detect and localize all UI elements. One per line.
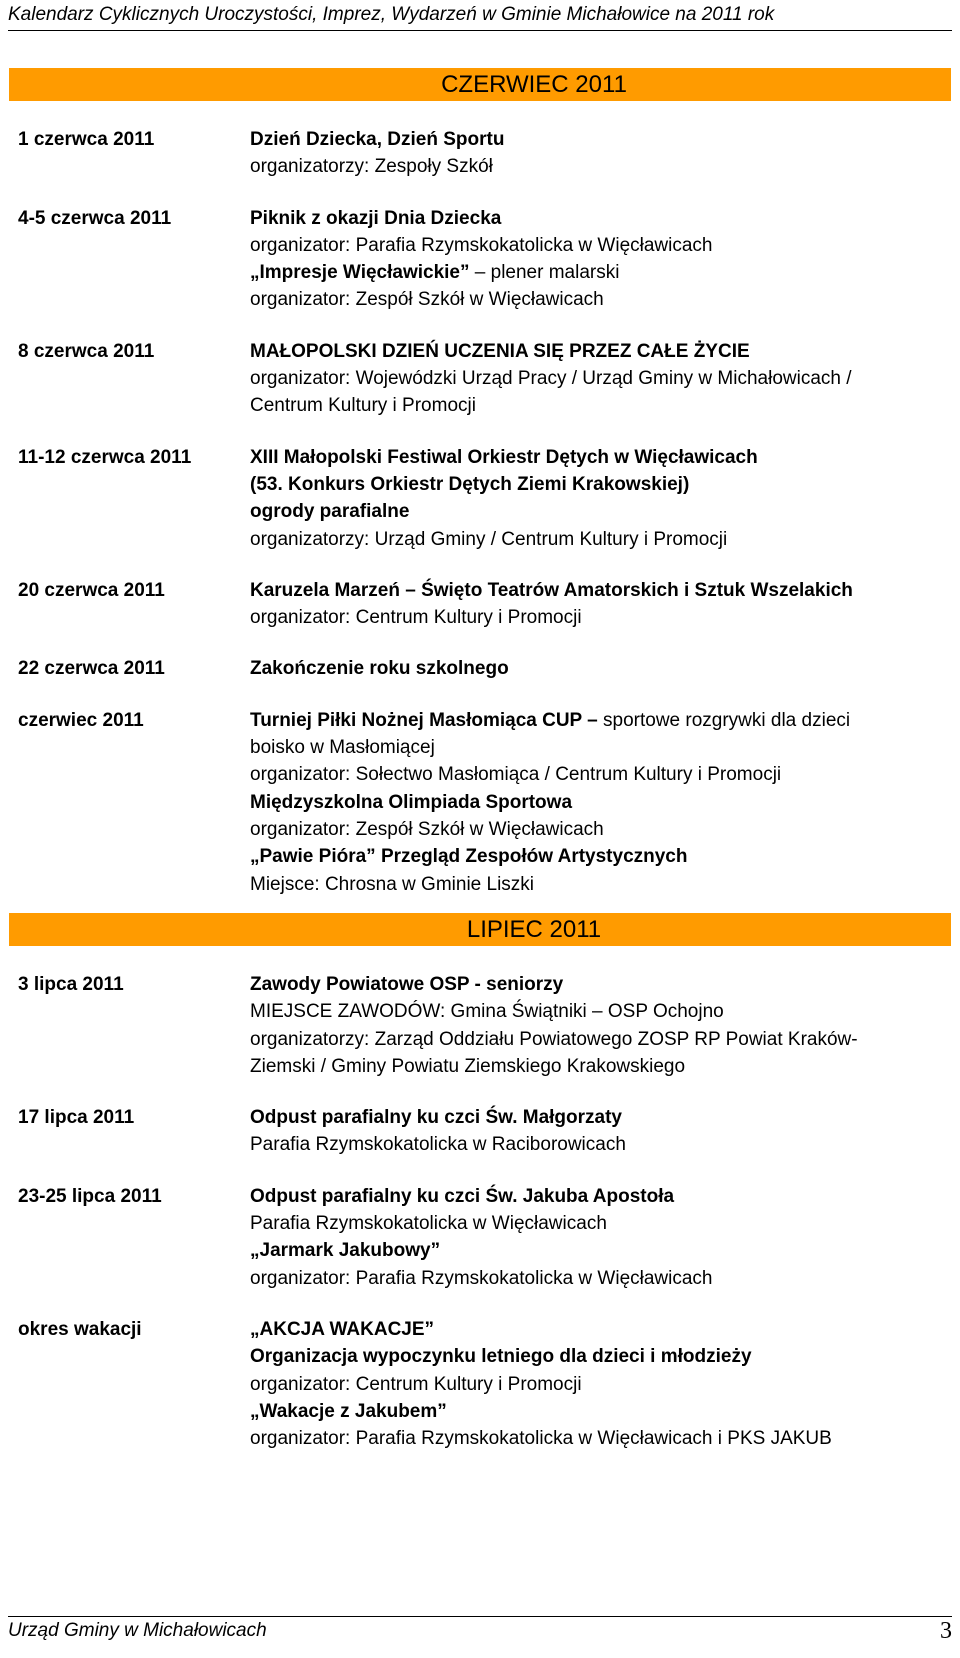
event-title-text: Zakończenie roku szkolnego — [250, 658, 509, 680]
event-details — [250, 655, 948, 682]
event-detail-line — [250, 843, 948, 870]
event-detail-line — [250, 789, 948, 816]
event-details — [250, 338, 948, 420]
event-details — [250, 707, 948, 898]
event-info-text: – plener malarski — [474, 262, 620, 284]
event-item — [18, 338, 948, 420]
event-list-july — [18, 971, 948, 1452]
event-detail-line — [250, 471, 948, 498]
event-detail-line — [250, 286, 948, 313]
event-title-text: Dzień Dziecka, Dzień Sportu — [250, 129, 505, 150]
event-info-text: MIEJSCE ZAWODÓW: Gmina Świątniki – OSP Ochojno — [250, 1001, 724, 1023]
event-detail-line — [250, 126, 948, 153]
event-detail-line — [250, 1371, 948, 1398]
event-detail-line — [250, 1183, 948, 1210]
event-item — [18, 444, 948, 553]
event-info-text: boisko w Masłomiącej — [250, 737, 435, 759]
event-detail-line — [250, 707, 948, 734]
event-info-text: organizator: Sołectwo Masłomiąca / Centrum Kultury i Promocji — [250, 764, 782, 786]
event-details — [250, 1316, 948, 1452]
event-title-text: MAŁOPOLSKI DZIEŃ UCZENIA SIĘ PRZEZ CAŁE ŻYCIE — [250, 340, 750, 362]
event-details — [250, 1183, 948, 1292]
event-item — [18, 577, 948, 632]
month-heading-june — [9, 68, 951, 101]
event-detail-line — [250, 1265, 948, 1292]
event-date: 3 lipca 2011 — [18, 974, 124, 995]
event-date: 11-12 czerwca 2011 — [18, 446, 192, 468]
event-info-text: Ziemski / Gminy Powiatu Ziemskiego Krakowskiego — [250, 1055, 686, 1077]
event-title-text: „Pawie Pióra” Przegląd Zespołów Artystycznych — [250, 846, 688, 868]
header-divider — [8, 30, 952, 31]
event-info-text: Miejsce: Chrosna w Gminie Liszki — [250, 873, 535, 895]
event-info-text: organizator: Zespół Szkół w Więcławicach — [250, 818, 604, 840]
event-detail-line — [250, 871, 948, 898]
event-detail-line — [250, 655, 948, 682]
event-item — [18, 1316, 948, 1452]
event-detail-line — [250, 338, 948, 365]
event-info-text: organizator: Parafia Rzymskokatolicka w Więcławicach i PKS JAKUB — [250, 1428, 832, 1450]
event-title-text: „AKCJA WAKACJE” — [250, 1318, 435, 1340]
event-info-text: organizator: Parafia Rzymskokatolicka w Więcławicach — [250, 1267, 713, 1289]
event-details — [250, 577, 948, 632]
footer-text: Urząd Gminy w Michałowicach — [8, 1620, 267, 1641]
event-title-text: Turniej Piłki Nożnej Masłomiąca CUP – — [250, 709, 604, 731]
event-info-text: sportowe rozgrywki dla dzieci — [603, 709, 851, 731]
event-info-text: organizator: Centrum Kultury i Promocji — [250, 1373, 582, 1395]
event-title-text: Karuzela Marzeń – Święto Teatrów Amatorskich i Sztuk Wszelakich — [250, 579, 853, 601]
event-info-text: Centrum Kultury i Promocji — [250, 395, 476, 417]
event-title-text: Odpust parafialny ku czci Św. Jakuba Apostoła — [250, 1185, 675, 1207]
event-title-text: XIII Małopolski Festiwal Orkiestr Dętych w Więcławicach — [250, 446, 758, 468]
event-title-text: Organizacja wypoczynku letniego dla dzieci i młodzieży — [250, 1346, 752, 1368]
event-info-text: organizatorzy: Zespoły Szkół — [250, 156, 493, 178]
event-date: 20 czerwca 2011 — [18, 579, 165, 601]
event-date: 17 lipca 2011 — [18, 1107, 135, 1129]
event-info-text: Parafia Rzymskokatolicka w Więcławicach — [250, 1213, 607, 1235]
event-detail-line — [250, 761, 948, 788]
event-detail-line — [250, 1398, 948, 1425]
event-detail-line — [250, 1053, 948, 1080]
event-detail-line — [250, 1210, 948, 1237]
event-date: 8 czerwca 2011 — [18, 340, 155, 362]
event-title-text: „Wakacje z Jakubem” — [250, 1400, 447, 1422]
event-detail-line — [250, 1425, 948, 1452]
event-info-text: Parafia Rzymskokatolicka w Raciborowicach — [250, 1134, 626, 1156]
event-info-text: organizatorzy: Zarząd Oddziału Powiatowego ZOSP RP Powiat Kraków- — [250, 1028, 858, 1050]
event-detail-line — [250, 444, 948, 471]
month-heading-label: CZERWIEC 2011 — [441, 71, 627, 98]
page-number: 3 — [940, 1618, 952, 1644]
event-item — [18, 126, 948, 181]
event-item — [18, 655, 948, 682]
event-date: czerwiec 2011 — [18, 709, 144, 731]
event-info-text: organizatorzy: Urząd Gminy / Centrum Kultury i Promocji — [250, 528, 728, 550]
event-info-text: organizator: Centrum Kultury i Promocji — [250, 607, 582, 629]
event-detail-line — [250, 734, 948, 761]
event-title-text: „Impresje Więcławickie” — [250, 262, 475, 284]
event-detail-line — [250, 1316, 948, 1343]
page-footer — [8, 1617, 952, 1645]
month-heading-label: LIPIEC 2011 — [466, 916, 602, 943]
event-item — [18, 707, 948, 898]
event-detail-line — [250, 259, 948, 286]
event-detail-line — [250, 232, 948, 259]
event-title-text: Odpust parafialny ku czci Św. Małgorzaty — [250, 1107, 622, 1129]
event-list-june — [18, 126, 948, 898]
event-detail-line — [250, 365, 948, 392]
event-title-text: „Jarmark Jakubowy” — [250, 1240, 441, 1262]
event-title-text: Międzyszkolna Olimpiada Sportowa — [250, 791, 573, 813]
event-item — [18, 205, 948, 314]
event-details — [250, 444, 948, 553]
event-date: 23-25 lipca 2011 — [18, 1185, 162, 1207]
event-item — [18, 1104, 948, 1159]
event-title-text: Zawody Powiatowe OSP - seniorzy — [250, 974, 564, 995]
event-info-text: organizator: Wojewódzki Urząd Pracy / Urząd Gminy w Michałowicach / — [250, 368, 852, 390]
page-header-title: Kalendarz Cyklicznych Uroczystości, Imprez, Wydarzeń w Gminie Michałowice na 2011 rok — [8, 4, 775, 25]
event-details — [250, 205, 948, 314]
event-details — [250, 126, 948, 181]
event-detail-line — [250, 1237, 948, 1264]
event-date: okres wakacji — [18, 1318, 142, 1340]
event-detail-line — [250, 205, 948, 232]
month-heading-july — [9, 913, 951, 946]
event-detail-line — [250, 1104, 948, 1131]
event-date: 4-5 czerwca 2011 — [18, 207, 172, 229]
event-detail-line — [250, 816, 948, 843]
event-details — [250, 971, 948, 1080]
event-title-text: Piknik z okazji Dnia Dziecka — [250, 207, 502, 229]
event-title-text: ogrody parafialne — [250, 501, 410, 523]
event-info-text: organizator: Parafia Rzymskokatolicka w Więcławicach — [250, 234, 713, 256]
event-title-text: (53. Konkurs Orkiestr Dętych Ziemi Krakowskiej) — [250, 473, 690, 495]
event-detail-line — [250, 1026, 948, 1053]
event-detail-line — [250, 604, 948, 631]
event-item — [18, 1183, 948, 1292]
event-detail-line — [250, 1343, 948, 1370]
event-item — [18, 971, 948, 1080]
event-detail-line — [250, 998, 948, 1025]
event-detail-line — [250, 526, 948, 553]
event-detail-line — [250, 971, 948, 998]
event-detail-line — [250, 392, 948, 419]
event-detail-line — [250, 498, 948, 525]
event-detail-line — [250, 153, 948, 180]
event-details — [250, 1104, 948, 1159]
event-info-text: organizator: Zespół Szkół w Więcławicach — [250, 289, 604, 311]
event-detail-line — [250, 577, 948, 604]
event-date: 22 czerwca 2011 — [18, 658, 165, 680]
event-detail-line — [250, 1131, 948, 1158]
event-date: 1 czerwca 2011 — [18, 129, 155, 150]
